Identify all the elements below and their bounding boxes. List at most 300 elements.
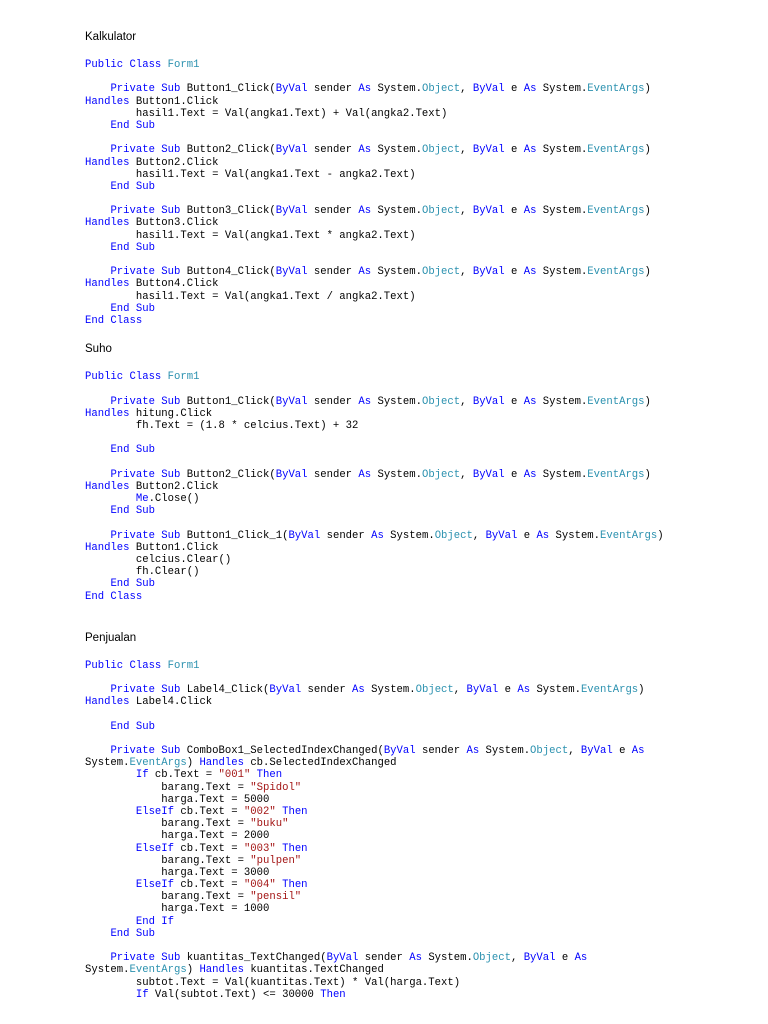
code-token: As — [574, 952, 588, 965]
code-token: "001" — [218, 769, 251, 782]
code-token: Object — [421, 266, 461, 279]
blank-line — [85, 132, 755, 144]
code-token: Then — [282, 879, 308, 892]
code-token: , — [460, 395, 473, 408]
code-token: System. — [536, 266, 588, 279]
code-token: End Sub — [110, 302, 155, 315]
code-token: harga.Text = 3000 — [85, 866, 270, 879]
code-token: End Class — [85, 314, 143, 327]
code-line — [85, 278, 755, 290]
code-block — [85, 660, 755, 1001]
code-line — [85, 964, 755, 976]
blank-line — [85, 456, 755, 468]
code-token: cb.Text = — [148, 769, 219, 782]
code-line — [85, 408, 755, 420]
blank-line — [85, 733, 755, 745]
code-line — [85, 420, 755, 432]
code-line — [85, 855, 755, 867]
code-token — [85, 769, 136, 781]
code-line — [85, 266, 755, 278]
code-token: Button3.Click — [129, 217, 219, 230]
code-token: Private Sub — [110, 952, 181, 965]
code-token: "004" — [243, 879, 276, 892]
code-token: Button1_Click( — [180, 83, 276, 96]
code-token: ) — [657, 529, 664, 542]
code-token: End Class — [85, 590, 143, 603]
code-token: End Sub — [110, 578, 155, 591]
code-token: Form1 — [167, 371, 200, 384]
code-token: Button1_Click( — [180, 395, 276, 408]
code-token: Button2_Click( — [180, 468, 276, 481]
code-token: cb.Text = — [174, 842, 244, 855]
code-token: If — [135, 769, 149, 782]
code-line — [85, 230, 755, 242]
code-token: As — [358, 395, 372, 408]
document-page — [85, 27, 755, 1001]
code-token: System. — [479, 745, 531, 757]
code-line — [85, 59, 755, 71]
code-token: Public Class — [85, 59, 162, 71]
code-token — [85, 806, 136, 818]
code-token: System. — [371, 468, 422, 481]
code-token: End If — [135, 915, 175, 928]
code-token: Button1_Click_1( — [180, 529, 289, 542]
code-token: ) — [644, 266, 651, 279]
code-token: Button4.Click — [129, 278, 219, 291]
code-token: Then — [256, 769, 283, 782]
code-token: sender — [301, 684, 353, 697]
code-line — [85, 660, 755, 672]
code-token — [85, 843, 136, 855]
code-token: fh.Text = (1.8 * celcius.Text) + 32 — [85, 419, 359, 432]
code-token: Label4_Click( — [180, 684, 270, 697]
section-penjualan — [85, 628, 755, 1001]
code-token: End Sub — [110, 241, 155, 254]
code-token: System. — [371, 205, 422, 218]
code-token: ByVal — [485, 529, 518, 542]
code-token — [85, 578, 110, 590]
code-token: ByVal — [275, 266, 308, 279]
code-token: barang.Text = — [85, 891, 251, 904]
code-token: System. — [549, 529, 601, 542]
code-token: System. — [536, 468, 588, 481]
code-token: End Sub — [110, 927, 155, 940]
code-token: ByVal — [472, 395, 505, 408]
code-token: EventArgs — [129, 964, 187, 977]
code-token — [85, 469, 110, 481]
code-token: As — [358, 83, 372, 96]
blank-line — [85, 672, 755, 684]
code-token: System. — [536, 395, 588, 408]
blank-line — [85, 940, 755, 952]
code-token: Button1.Click — [129, 95, 219, 108]
code-token: System. — [364, 684, 416, 697]
code-token: Object — [421, 83, 461, 96]
code-token: Handles — [85, 480, 130, 493]
code-token: Object — [472, 952, 511, 965]
code-line — [85, 469, 755, 481]
code-token: e — [504, 468, 524, 481]
code-token: Public Class — [85, 659, 162, 672]
code-token: , — [453, 684, 467, 697]
code-token — [85, 242, 110, 254]
code-line — [85, 721, 755, 733]
code-token: , — [568, 745, 581, 757]
code-line — [85, 144, 755, 156]
code-token: harga.Text = 1000 — [85, 903, 270, 916]
code-token: harga.Text = 2000 — [85, 830, 270, 843]
code-token: If — [135, 988, 149, 1001]
code-line — [85, 977, 755, 989]
code-token: e — [504, 205, 524, 218]
code-token: Form1 — [167, 59, 200, 71]
code-line — [85, 745, 755, 757]
code-token: ) — [644, 468, 651, 481]
code-line — [85, 566, 755, 578]
section-heading: Kalkulator — [85, 31, 137, 43]
code-token: hasil1.Text = Val(angka1.Text / angka2.Text) — [85, 290, 416, 303]
code-token: Button2.Click — [129, 480, 219, 493]
code-line — [85, 542, 755, 554]
code-token: ByVal — [472, 83, 505, 96]
code-token: System. — [371, 144, 422, 157]
code-token: hasil1.Text = Val(angka1.Text) + Val(angka2.Text) — [85, 107, 448, 120]
code-line — [85, 757, 755, 769]
section-heading: Suho — [85, 343, 112, 356]
code-token: Form1 — [167, 659, 200, 672]
code-token: , — [472, 529, 486, 542]
blank-line — [85, 383, 755, 395]
code-block — [85, 59, 755, 327]
code-line — [85, 818, 755, 830]
code-line — [85, 530, 755, 542]
code-token: "pulpen" — [250, 854, 302, 867]
code-token: Button1.Click — [129, 541, 219, 554]
code-line — [85, 928, 755, 940]
code-token: cb.Text = — [174, 879, 244, 892]
code-token: ByVal — [275, 83, 308, 96]
code-token: ByVal — [466, 684, 499, 697]
code-token: sender — [320, 529, 372, 542]
code-token: barang.Text = — [85, 781, 251, 794]
code-token: EventArgs — [587, 144, 645, 157]
code-token: End Sub — [110, 180, 155, 193]
code-token: "003" — [243, 842, 276, 855]
code-token: Handles — [85, 217, 130, 230]
code-line — [85, 157, 755, 169]
code-line — [85, 696, 755, 708]
code-line — [85, 371, 755, 383]
code-line — [85, 242, 755, 254]
code-line — [85, 493, 755, 505]
code-token: Handles — [85, 696, 130, 709]
code-token: Private Sub — [110, 266, 181, 279]
code-token: ByVal — [326, 952, 359, 965]
code-token: As — [358, 205, 372, 218]
code-token: , — [460, 83, 473, 96]
code-line — [85, 303, 755, 315]
code-token: ) — [644, 83, 651, 96]
code-token: , — [510, 952, 524, 965]
code-token: Handles — [85, 156, 130, 169]
code-token: celcius.Clear() — [85, 553, 232, 566]
code-token: ByVal — [472, 144, 505, 157]
code-token: kuantitas.TextChanged — [243, 964, 384, 977]
code-token: barang.Text = — [85, 854, 251, 867]
code-token: System. — [421, 952, 473, 965]
code-line — [85, 867, 755, 879]
code-token: Object — [434, 529, 473, 542]
code-token: ByVal — [269, 684, 302, 697]
code-token: ByVal — [472, 266, 505, 279]
code-token: EventArgs — [580, 684, 639, 697]
code-token: ByVal — [580, 745, 613, 757]
code-token: As — [536, 529, 550, 542]
code-token: , — [460, 468, 473, 481]
code-token: ByVal — [288, 529, 321, 542]
code-token: As — [523, 144, 537, 157]
code-token: EventArgs — [587, 468, 645, 481]
code-token: System. — [371, 266, 422, 279]
code-token — [85, 530, 110, 542]
code-token: hitung.Click — [129, 407, 213, 420]
code-line — [85, 879, 755, 891]
code-token: "Spidol" — [250, 781, 302, 794]
code-token: hasil1.Text = Val(angka1.Text * angka2.Text) — [85, 229, 416, 242]
code-token: Object — [421, 205, 461, 218]
code-token: Object — [421, 395, 461, 408]
code-token: Object — [530, 745, 569, 757]
code-token: Handles — [199, 964, 244, 977]
code-token: .Close() — [148, 493, 200, 505]
code-token: sender — [307, 83, 359, 96]
code-token: ByVal — [275, 395, 308, 408]
code-token — [85, 505, 110, 517]
code-line — [85, 916, 755, 928]
code-token: harga.Text = 5000 — [85, 793, 270, 806]
code-token: fh.Clear() — [85, 566, 200, 579]
code-token: ) — [644, 144, 651, 157]
code-token: ByVal — [383, 745, 416, 757]
code-line — [85, 591, 755, 603]
section-kalkulator — [85, 27, 755, 327]
code-token: Private Sub — [110, 144, 181, 157]
blank-line — [85, 254, 755, 266]
code-token: Then — [282, 805, 308, 818]
code-token: As — [358, 144, 372, 157]
code-token: , — [460, 205, 473, 218]
code-token: ByVal — [472, 205, 505, 218]
section-suho — [85, 339, 755, 603]
code-token: EventArgs — [587, 205, 645, 218]
code-token: End Sub — [110, 119, 155, 132]
code-token: As — [523, 468, 537, 481]
code-token: cb.SelectedIndexChanged — [243, 757, 397, 770]
code-token: End Sub — [110, 505, 155, 518]
code-line — [85, 843, 755, 855]
code-token: ByVal — [275, 144, 308, 157]
code-line — [85, 83, 755, 95]
code-token: System. — [85, 757, 130, 770]
code-token: e — [517, 529, 537, 542]
code-token: Private Sub — [110, 205, 181, 218]
code-token: Handles — [85, 541, 130, 554]
blank-line — [85, 71, 755, 83]
code-token: ) — [644, 205, 651, 218]
code-token: System. — [536, 83, 588, 96]
code-token: e — [504, 395, 524, 408]
code-token: System. — [536, 144, 588, 157]
code-token: ) — [644, 395, 651, 408]
code-token: e — [555, 952, 575, 965]
code-token: , — [460, 144, 473, 157]
code-token — [85, 879, 136, 891]
code-token: ComboBox1_SelectedIndexChanged( — [180, 745, 384, 757]
code-token: Handles — [85, 407, 130, 420]
code-token: As — [352, 684, 365, 697]
code-line — [85, 952, 755, 964]
section-heading: Penjualan — [85, 631, 137, 644]
code-token — [85, 83, 110, 95]
code-token — [85, 684, 110, 696]
code-token: Button2.Click — [129, 156, 219, 169]
code-token: Public Class — [85, 371, 162, 384]
code-token: As — [358, 266, 372, 279]
code-token: ) — [638, 684, 645, 697]
code-token: Private Sub — [110, 83, 181, 96]
code-token: ElseIf — [135, 805, 175, 818]
code-token: e — [504, 144, 524, 157]
code-token: barang.Text = — [85, 818, 251, 831]
code-token: End Sub — [110, 444, 155, 457]
code-token: subtot.Text = Val(kuantitas.Text) * Val(harga.Text) — [85, 976, 461, 989]
code-token: ElseIf — [135, 879, 175, 892]
code-line — [85, 578, 755, 590]
code-token: e — [498, 684, 518, 697]
code-line — [85, 782, 755, 794]
code-line — [85, 205, 755, 217]
code-token: Object — [421, 144, 461, 157]
blank-line — [85, 517, 755, 529]
code-token: sender — [415, 745, 467, 757]
blank-line — [85, 708, 755, 720]
code-token: As — [523, 83, 537, 96]
code-token: sender — [358, 952, 410, 965]
code-line — [85, 794, 755, 806]
code-token: "pensil" — [250, 891, 302, 904]
code-token: Then — [320, 988, 346, 1001]
code-token: ByVal — [275, 205, 308, 218]
code-token: System. — [371, 395, 422, 408]
code-token: Handles — [199, 757, 244, 770]
code-token: System. — [371, 83, 422, 96]
code-token: "002" — [243, 805, 276, 818]
code-line — [85, 108, 755, 120]
code-token: e — [504, 266, 524, 279]
code-token: sender — [307, 395, 359, 408]
code-token: Me — [135, 493, 149, 505]
code-line — [85, 830, 755, 842]
code-token — [85, 916, 136, 928]
code-token: As — [523, 205, 537, 218]
code-line — [85, 481, 755, 493]
code-token: sender — [307, 205, 359, 218]
code-line — [85, 684, 755, 696]
code-token: Val(subtot.Text) <= 30000 — [148, 988, 321, 1001]
code-token — [85, 205, 110, 217]
code-token: System. — [530, 684, 581, 697]
code-token: As — [466, 745, 480, 757]
code-token: As — [631, 745, 645, 757]
code-token: sender — [307, 468, 359, 481]
code-token: System. — [85, 964, 130, 977]
code-line — [85, 315, 755, 327]
code-token: ByVal — [275, 468, 308, 481]
code-line — [85, 396, 755, 408]
code-token: Handles — [85, 278, 130, 291]
code-token: ByVal — [523, 952, 556, 965]
code-token: Button4_Click( — [180, 266, 276, 279]
code-token: Private Sub — [110, 468, 181, 481]
code-line — [85, 891, 755, 903]
code-token — [85, 493, 136, 505]
code-token: As — [358, 468, 372, 481]
code-line — [85, 217, 755, 229]
code-token: As — [371, 529, 384, 542]
code-token — [85, 120, 110, 132]
code-token: kuantitas_TextChanged( — [180, 952, 327, 965]
code-token — [85, 144, 110, 156]
code-token — [85, 721, 110, 733]
code-line — [85, 96, 755, 108]
code-token: cb.Text = — [174, 805, 244, 818]
code-token: hasil1.Text = Val(angka1.Text - angka2.Text) — [85, 168, 416, 181]
code-token: Handles — [85, 95, 130, 108]
code-line — [85, 444, 755, 456]
code-token: sender — [307, 144, 359, 157]
code-block — [85, 371, 755, 603]
code-token: End Sub — [110, 720, 155, 733]
code-token: Label4.Click — [129, 696, 213, 709]
code-token: EventArgs — [600, 529, 658, 542]
code-token: , — [460, 266, 473, 279]
code-token: Object — [421, 468, 461, 481]
code-token — [85, 928, 110, 940]
code-token: Button2_Click( — [180, 144, 276, 157]
code-line — [85, 903, 755, 915]
code-token: As — [523, 266, 537, 279]
code-token — [85, 303, 110, 315]
code-token: EventArgs — [587, 395, 645, 408]
code-token: As — [409, 952, 422, 965]
code-token — [85, 444, 110, 456]
code-token — [85, 952, 110, 964]
code-line — [85, 169, 755, 181]
code-token — [85, 266, 110, 278]
code-token: Private Sub — [110, 529, 181, 542]
code-token: Private Sub — [110, 395, 181, 408]
code-token: System. — [536, 205, 588, 218]
code-token: "buku" — [250, 818, 289, 831]
code-line — [85, 181, 755, 193]
code-line — [85, 291, 755, 303]
code-token: Private Sub — [110, 745, 181, 757]
code-token: EventArgs — [129, 757, 187, 770]
code-token: Then — [282, 842, 308, 855]
code-line — [85, 505, 755, 517]
code-token: ) — [186, 964, 200, 977]
code-line — [85, 554, 755, 566]
